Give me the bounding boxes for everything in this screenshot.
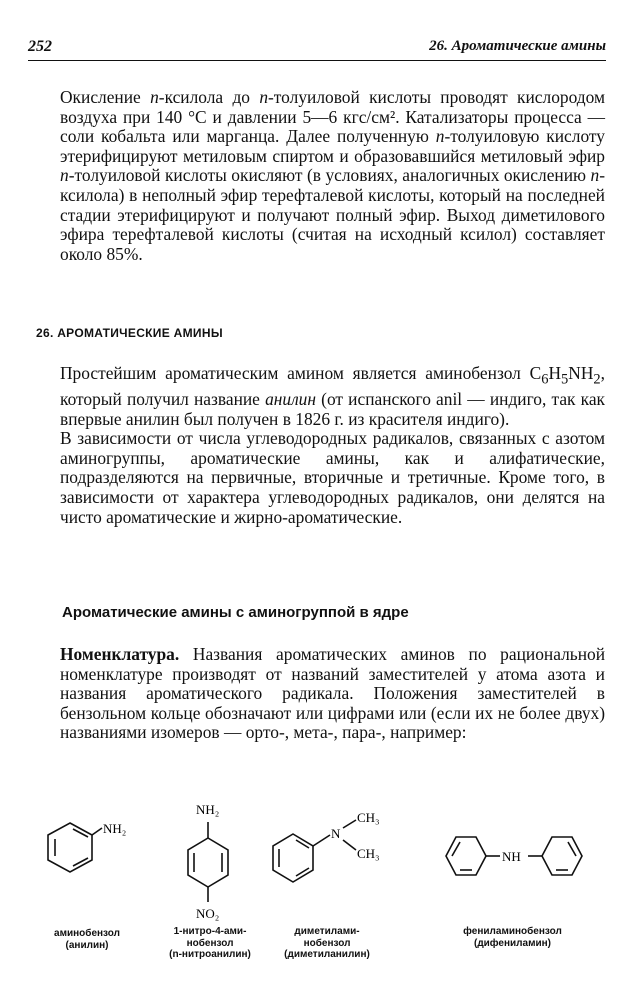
running-title: 26. Ароматические амины [429, 38, 606, 54]
term-aniline: анилин [265, 389, 316, 410]
structures-figure [0, 790, 635, 990]
aniline-ring [48, 823, 102, 872]
dimethylaniline-ch3-top-label: CH₃ [357, 810, 380, 825]
page-header [28, 38, 606, 61]
nitroaniline-no2-label: NO₂ [196, 906, 220, 921]
section-title: 26. АРОМАТИЧЕСКИЕ АМИНЫ [36, 326, 223, 340]
diphenylamine-nh-label: NH [502, 849, 521, 864]
paragraph-nomenclature: Номенклатура. Названия ароматических аминов по рациональной номенклатуре производят от названий заместителей у атома азота и названия ароматического радикала. Положения заместителей в бензольном кольце обозначают или цифрами или (если их не более двух) названиями изомеров — орто-, мета-, пара-, например: [60, 644, 605, 743]
dimethylaniline-n-label: N [331, 826, 341, 841]
caption-nitroaniline: 1-нитро-4-ами- нобензол (n-нитроанилин) [169, 926, 251, 960]
nomenclature-lead: Номенклатура. [60, 644, 180, 664]
dimethylaniline-ch3-bottom-label: CH₃ [357, 846, 380, 861]
dimethylaniline-ring [273, 820, 356, 882]
nitroaniline-nh2-label: NH₂ [196, 802, 220, 817]
paragraph-aniline: Простейшим ароматическим амином является аминобензол $C_6H_5NH_2$, который получил название анилин (от испанского anil — индиго, так как впервые анилин был получен в 1826 г. из красителя индиго). В зависимости от числа углеводородных радикалов, связанных с азотом аминогруппы, ароматические амины, как и алифатические, подразделяются на первичные, вторичные и третичные. Кроме того, в зависимости от характера углеводородных радикалов, они делятся на чисто ароматические и жирно-ароматические. [60, 363, 605, 527]
page-number: 252 [28, 38, 52, 55]
caption-aniline: аминобензол (анилин) [54, 928, 120, 951]
paragraph-oxidation: Окисление n-ксилола до n-толуиловой кислоты проводят кислородом воздуха при 140 °C и давлении 5—6 кгс/см². Катализаторы процесса — соли кобальта или марганца. Далее полученную n-толуиловую кислоту этерифицируют метиловым спиртом и образовавшийся метиловый эфир n-толуиловой кислоты окисляют (в условиях, аналогичных окислению n-ксилола) в неполный эфир терефталевой кислоты, который на последней стадии этерифицируют и получают полный эфир. Выход диметилового эфира терефталевой кислоты (считая на исходный ксилол) составляет около 85%. [60, 87, 605, 264]
aniline-nh2-label: NH₂ [103, 821, 127, 836]
p-nitroaniline-ring [188, 822, 228, 902]
paragraph-classification: В зависимости от числа углеводородных радикалов, связанных с азотом аминогруппы, ароматические амины, как и алифатические, подразделяются на первичные, вторичные и третичные. Кроме того, в зависимости от характера углеводородных радикалов, они делятся на чисто ароматические и жирно-ароматические. [60, 428, 605, 527]
subsection-title: Ароматические амины с аминогруппой в ядре [62, 604, 409, 621]
caption-diphenylamine: фениламинобензол (дифениламин) [463, 926, 562, 949]
caption-dimethylaniline: диметилами- нобензол (диметиланилин) [284, 926, 370, 960]
